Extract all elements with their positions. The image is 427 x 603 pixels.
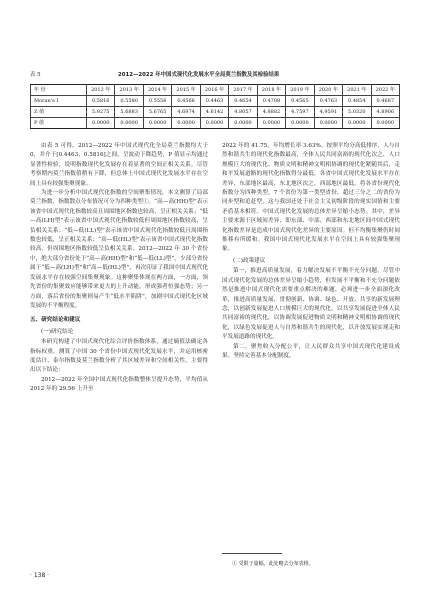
- right-column: [222, 142, 400, 361]
- table-cell: 0.0000: [229, 118, 257, 129]
- footnote-divider: [222, 553, 282, 554]
- table-cell: 0.5816: [87, 96, 115, 107]
- table-cell: 0.4763: [314, 96, 342, 107]
- table-cell: 4.7597: [286, 107, 314, 118]
- table-cell: 5.6883: [115, 107, 143, 118]
- table-cell: Moran's I: [31, 96, 87, 107]
- table-cell: 0.0000: [343, 118, 371, 129]
- table-cell: 4.9591: [314, 107, 342, 118]
- moran-index-table: [30, 84, 400, 129]
- body-paragraph: 2022 年的 41.75，年均增长率 3.63%。按照平均分高低排序，人与自然和谐共生的现代化指数最高，全体人民共同富裕的现代化次之，人口规模巨大的现代化、物质文明和精神文明相协调的现代化紧随其后，走和平发展道路的现代化指数得分最低。各省中国式现代化发展水平存在差异，东部地区最高，东北地区次之，西部地区最低，将各省份现代化指数分为四种类型，7 个省份为第一类型省份，超过三分之二的省份为同步型和追赶型，这与我国还处于社会主义初级阶段的现实国情和主要矛盾基本相符。中国式现代化发展的总体差异呈缩小态势。其中，差异主要来源于区域间差异，即东部、中部、西部和东北地区间中国式现代化指数差异是造成中国式现代化差异的主要原因。但不均衡集聚仍时间推移有所缓和。我国中国式现代化发展水平在空间上具有较强集聚现象。: [222, 143, 400, 253]
- header-cell: 2017 年: [229, 85, 257, 96]
- body-paragraph: 第一，推进高质量发展，着力解决发展不平衡不充分问题。尽管中国式现代化发展的总体差异呈缩小趋势，但发展不平衡和不充分问题依然是推进中国式现代化需要重点解决的难题，必须进一步全面深化改革，推进高质量发展，贯彻创新、协调、绿色、开放、共享的新发展理念，以创新发展促进人口规模巨大的现代化，以共享发展促进全体人民共同富裕的现代化，以协调发展促进物质文明和精神文明相协调的现代化，以绿色发展促进人与自然和谐共生的现代化，以开放发展实现走和平发展道路的现代化。: [222, 268, 400, 341]
- table-cell: 0.0000: [371, 118, 399, 129]
- table-cell: 0.5580: [115, 96, 143, 107]
- table-cell: 0.4565: [286, 96, 314, 107]
- header-cell: 2021 年: [343, 85, 371, 96]
- table-title: 2012—2022 年中国式现代化发展水平全局莫兰指数及其检验结果: [118, 72, 280, 78]
- table-cell: 5.0320: [343, 107, 371, 118]
- body-paragraph: 第二，聚焦收入分配公平，让人民群众共享中国式现代化建设成果。坚持完善基本分配制度，: [222, 343, 400, 359]
- table-cell: 5.6765: [143, 107, 171, 118]
- table-row: [31, 118, 400, 129]
- header-cell: 2012 年: [87, 85, 115, 96]
- header-cell: 2016 年: [200, 85, 228, 96]
- header-cell: 2022 年: [371, 85, 399, 96]
- subsection-heading: (二)政策建议: [233, 257, 266, 264]
- section-heading: 五、研究结论和建议: [30, 317, 81, 324]
- table-cell: 4.6142: [200, 107, 228, 118]
- table-row: [31, 96, 400, 107]
- table-cell: 5.9275: [87, 107, 115, 118]
- header-cell: 2019 年: [286, 85, 314, 96]
- body-paragraph: 本研究构建了中国式现代化综合评价指数体系，通过熵值法确定各指标权重，测算了中国 30 个省份中国式现代化发展水平，并运用核密度估计、泰尔指数及莫兰指数分析了其区域差异和空间相关性，主要得出以下结论：: [30, 339, 208, 374]
- header-cell: 年 份: [31, 85, 87, 96]
- table-cell: 0.0000: [172, 118, 200, 129]
- table-row: [31, 107, 400, 118]
- table-cell: 4.8882: [257, 107, 285, 118]
- footnote: ① 受限于篇幅，此处略去分布表格。: [232, 561, 314, 567]
- header-cell: 2018 年: [257, 85, 285, 96]
- table-cell: 0.0000: [200, 118, 228, 129]
- table-cell: 0.0000: [257, 118, 285, 129]
- table-cell: 0.4708: [257, 96, 285, 107]
- table-cell: 0.0000: [314, 118, 342, 129]
- table-cell: 0.0000: [87, 118, 115, 129]
- table-cell: Z 值: [31, 107, 87, 118]
- page-number: · 138 ·: [30, 572, 50, 579]
- header-cell: 2013 年: [115, 85, 143, 96]
- table-caption: [30, 70, 400, 80]
- header-cell: 2014 年: [143, 85, 171, 96]
- table-cell: 4.6974: [172, 107, 200, 118]
- left-column: [30, 142, 208, 395]
- table-cell: 0.0000: [286, 118, 314, 129]
- header-cell: 2020 年: [314, 85, 342, 96]
- table-cell: 4.8906: [371, 107, 399, 118]
- table-cell: 0.0000: [143, 118, 171, 129]
- header-cell: 2015 年: [172, 85, 200, 96]
- table-cell: 0.4566: [172, 96, 200, 107]
- table-cell: 0.4687: [371, 96, 399, 107]
- table-cell: P 值: [31, 118, 87, 129]
- body-paragraph: 为进一步分析中国式现代化指数的空间聚集情况，本文测算了局部莫兰指数，指数散点分布情况可分为四种类型①。“高—高(HH)型”表示该省中国式现代化指数较高且周围地区指数也较高，呈正相关关系；“低—高(LH)型”表示该省中国式现代化指数较低但周围地区指数较高，呈负相关关系；“低—低(LL)型”表示该省中国式现代化指数较低且周围指数也较低，呈正相关关系；“高—低(HL)型”表示该省中国式现代化指数较高，但周围地区指数较低呈负相关关系。2012—2022 年 30 个省份中，绝大部分省份处于“高—高(HH)型”和“低—低(LL)型”，少部分省份属于“低—高(LH)型”和“高—低(HL)型”，再次印证了我国中国式现代化发展水平存在较强空间集聚现象。这种聚集体现在两方面，一方面，领先省份的集聚效应能够带来更大的上升动能，形成强者恒强态势；另一方面，落后省份的集聚则易产生“低水平陷阱”，加剧中国式现代化区域发展的不平衡程度。: [30, 190, 208, 309]
- table-number: 表 5: [30, 72, 41, 78]
- table-cell: 0.4654: [229, 96, 257, 107]
- body-paragraph: 由表 5 可得，2012—2022 年中国式现代化全局莫兰指数均大于 0，并介于[0.4463，0.5816]之间，呈波动下降趋势，P 值显示均通过显著性检验，说明指数现代化发展存在着显著的空间正相关关系。尽管考察期内莫兰指数值稍有下降，但总体上中国式现代化发展水平存在空间上具有较强集聚现象。: [30, 143, 208, 187]
- table-cell: 0.4463: [200, 96, 228, 107]
- table-header-row: [31, 85, 400, 96]
- table-cell: 4.8057: [229, 107, 257, 118]
- table-cell: 0.4854: [343, 96, 371, 107]
- subsection-heading: (一)研究结论: [41, 328, 74, 335]
- table-cell: 0.0000: [115, 118, 143, 129]
- body-paragraph: 2012—2022 年全国中国式现代化指数整体呈提升态势，平均值从 2012 年的 29.56 上升至: [30, 376, 208, 393]
- table-cell: 0.5556: [143, 96, 171, 107]
